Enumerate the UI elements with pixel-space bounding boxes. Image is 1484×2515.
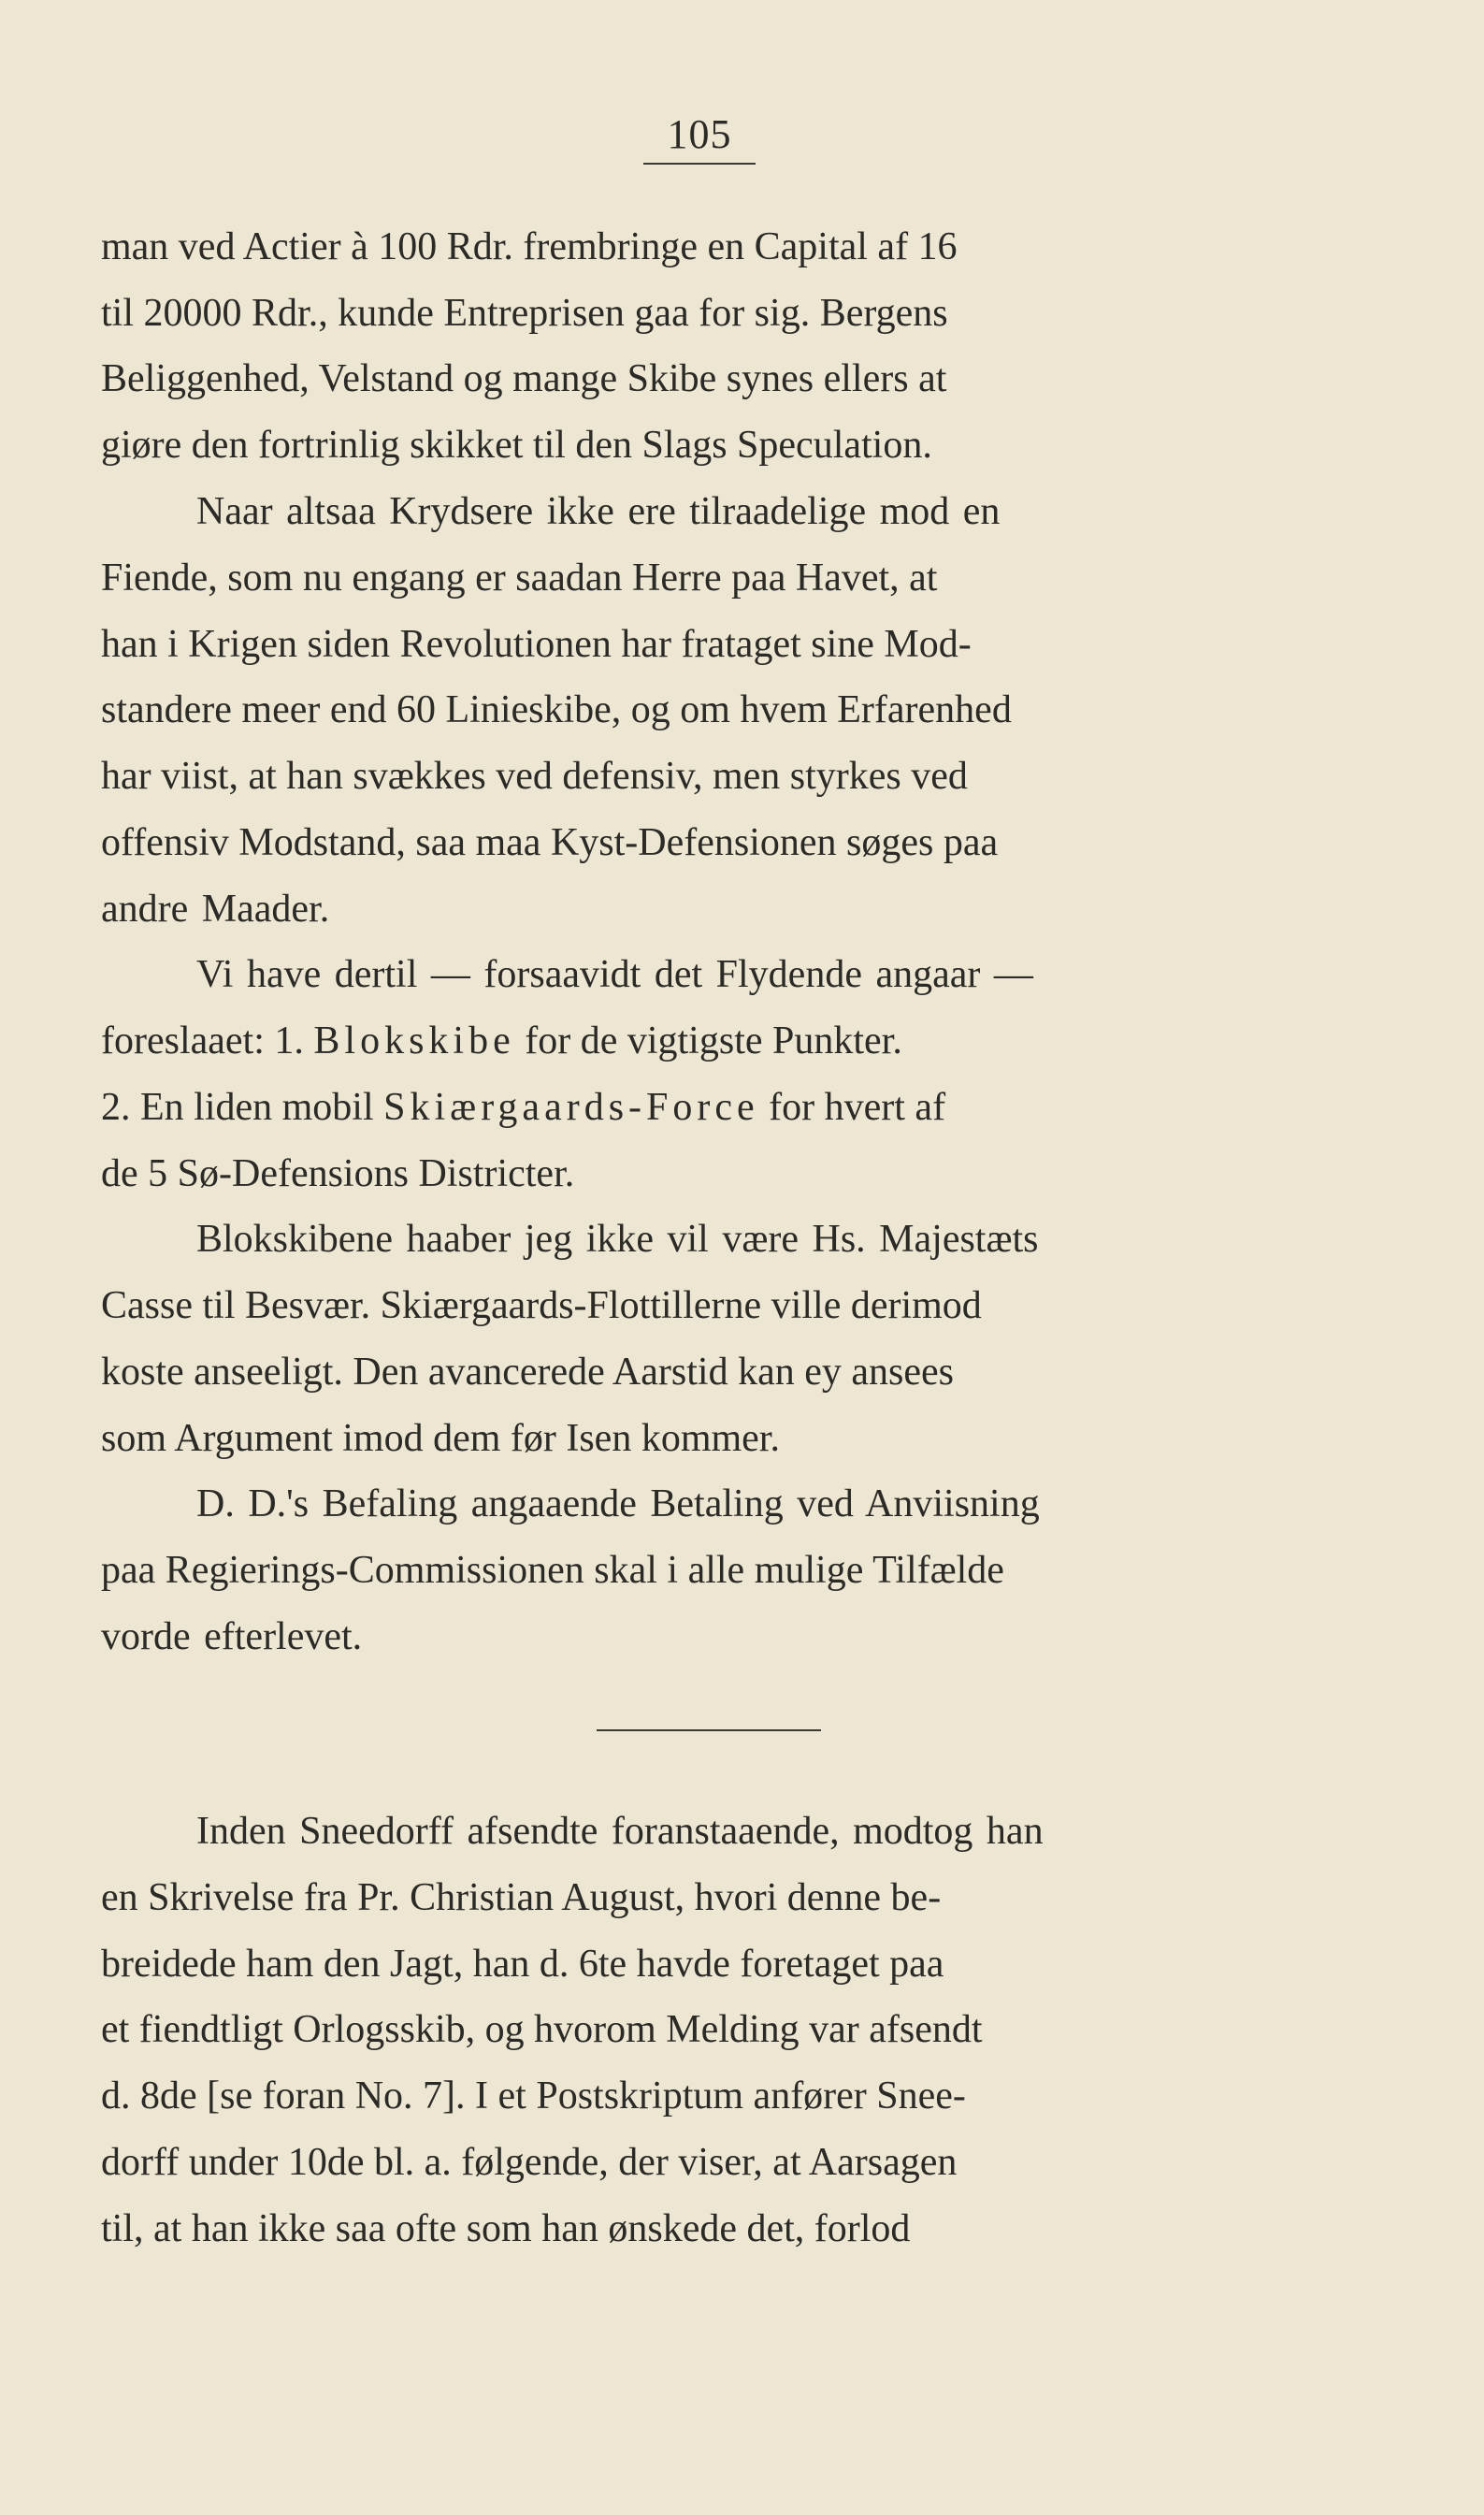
text-span: for de vigtigste Punkter. [525,1019,902,1062]
text-line: vorde efterlevet. [101,1615,363,1658]
text-line [101,1079,1296,1135]
text-line: dorff under 10de bl. a. følgende, der viser, at Aarsagen [101,2141,958,2184]
text-line: Beliggenhed, Velstand og mange Skibe synes ellers at [101,357,947,400]
spaced-term: Skiærgaards-Force [383,1086,759,1129]
text-line: giøre den fortrinlig skikket til den Slags Speculation. [101,424,932,467]
text-line: man ved Actier à 100 Rdr. frembringe en Capital af 16 [101,225,958,268]
text-line: offensiv Modstand, saa maa Kyst-Defensionen søges paa [101,821,999,864]
text-line: Casse til Besvær. Skiærgaards-Flottillerne ville derimod [101,1284,982,1327]
text-line: til 20000 Rdr., kunde Entreprisen gaa for sig. Bergens [101,292,948,335]
text-line: Blokskibene haaber jeg ikke vil være Hs. Majestæts [196,1218,1039,1261]
page-number: 105 [667,111,732,157]
text-line: breidede ham den Jagt, han d. 6te havde foretaget paa [101,1943,944,1986]
text-line: et fiendtligt Orlogsskib, og hvorom Melding var afsendt [101,2008,983,2051]
text-line: til, at han ikke saa ofte som han ønskede det, forlod [101,2207,911,2250]
text-span: 2. En liden mobil [101,1086,374,1129]
section-divider [597,1729,821,1731]
text-span: foreslaaet: 1. [101,1019,304,1062]
text-span: for hvert af [769,1086,946,1129]
spaced-term: Blokskibe [313,1019,515,1062]
text-line: han i Krigen siden Revolutionen har frataget sine Mod- [101,623,972,666]
text-line [101,1013,1296,1069]
text-line: en Skrivelse fra Pr. Christian August, hvori denne be- [101,1876,942,1919]
text-line: Naar altsaa Krydsere ikke ere tilraadelige mod en [196,490,1001,533]
text-line: D. D.'s Befaling angaaende Betaling ved Anviisning [196,1482,1040,1525]
text-line: andre Maader. [101,888,330,931]
page-number-underline [643,163,756,165]
text-line: koste anseeligt. Den avancerede Aarstid kan ey ansees [101,1351,954,1394]
text-line: d. 8de [se foran No. 7]. I et Postskriptum anfører Snee- [101,2074,966,2118]
text-line: Inden Sneedorff afsendte foranstaaende, modtog han [196,1810,1044,1853]
text-line: har viist, at han svækkes ved defensiv, men styrkes ved [101,755,968,798]
text-line: paa Regierings-Commissionen skal i alle mulige Tilfælde [101,1549,1004,1592]
text-line: Fiende, som nu engang er saadan Herre paa Havet, at [101,556,938,600]
text-line: standere meer end 60 Linieskibe, og om hvem Erfarenhed [101,688,1012,731]
text-line: de 5 Sø-Defensions Districter. [101,1152,575,1195]
text-line: Vi have dertil — forsaavidt det Flydende angaar — [196,953,1033,996]
text-line: som Argument imod dem før Isen kommer. [101,1417,780,1460]
